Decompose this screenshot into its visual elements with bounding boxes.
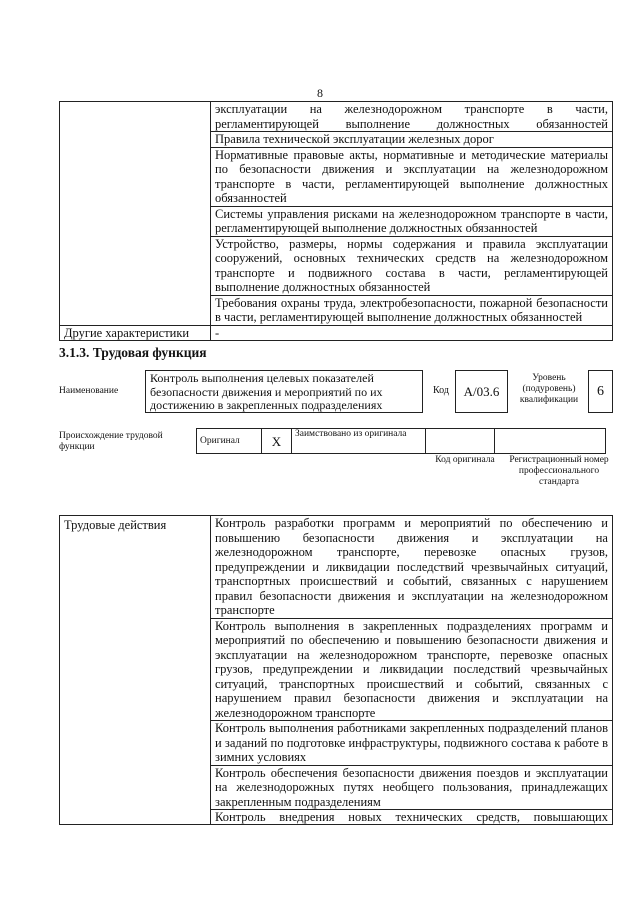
original-mark: X (262, 429, 292, 454)
labor-actions-label: Трудовые действия (60, 516, 211, 825)
table-cell: Правила технической эксплуатации железных дорог (211, 132, 613, 148)
table-cell (211, 810, 613, 825)
table-cell: Устройство, размеры, нормы содержания и правила эксплуатации сооружений, основных технических средств на железнодорожном транспорте и подвижного состава в части, регламентирующей выполнение должностных обязанностей (211, 236, 613, 295)
table-row (60, 102, 613, 132)
labor-actions-table (59, 515, 613, 825)
function-name-box: Контроль выполнения целевых показателей безопасности движения и мероприятий по их достижению в закрепленных подразделениях (145, 370, 423, 413)
other-characteristics-value: - (211, 325, 613, 341)
truncated-cell-text: Контроль внедрения новых технических средств, повышающих (215, 810, 608, 824)
table-cell: эксплуатации на железнодорожном транспорте в части, регламентирующей выполнение должностных обязанностей (211, 102, 613, 132)
code-original-cell (426, 429, 495, 454)
table-cell: Контроль обеспечения безопасности движения поездов и эксплуатации на железнодорожных путях необщего пользования, принадлежащих закрепленным подразделениям (211, 765, 613, 810)
code-label: Код (433, 385, 449, 396)
function-code-box: A/03.6 (455, 370, 508, 413)
knowledge-table (59, 101, 613, 341)
table-cell: Нормативные правовые акты, нормативные и методические материалы по безопасности движения и эксплуатации на железнодорожном транспорте в части, регламентирующей выполнение должностных обязанностей (211, 147, 613, 206)
other-characteristics-label: Другие характеристики (60, 325, 211, 341)
table-cell: Системы управления рисками на железнодорожном транспорте в части, регламентирующей выполнение должностных обязанностей (211, 206, 613, 236)
table-cell: Требования охраны труда, электробезопасности, пожарной безопасности в части, регламентирующей выполнение должностных обязанностей (211, 295, 613, 325)
section-title: 3.1.3. Трудовая функция (59, 345, 207, 360)
table-cell: Контроль разработки программ и мероприятий по обеспечению и повышению безопасности движения и эксплуатации на железнодорожном транспорте, перевозке опасных грузов, предупреждении и ликвидации последствий чрезвычайных ситуаций, транспортных происшествий и событий, связанных с нарушением правил безопасности движения и эксплуатации на железнодорожном транспорте (211, 516, 613, 619)
name-label: Наименование (59, 386, 119, 396)
table-row (60, 516, 613, 619)
borrowed-label: Заимствовано из оригинала (292, 429, 426, 454)
page-number: 8 (317, 86, 323, 100)
origin-table (196, 428, 606, 454)
table-label-cell (60, 102, 211, 326)
table-row (60, 325, 613, 341)
reg-number-cell (495, 429, 606, 454)
table-cell: Контроль выполнения в закрепленных подразделениях программ и мероприятий по обеспечению и повышению безопасности движения и эксплуатации на железнодорожном транспорте, перевозке опасных грузов, предупреждении и ликвидации последствий чрезвычайных ситуаций, транспортных происшествий и событий, связанных с нарушением правил безопасности движения и эксплуатации на железнодорожном транспорте (211, 618, 613, 721)
origin-label: Происхождение трудовой функции (59, 431, 163, 452)
original-label: Оригинал (197, 429, 262, 454)
qualification-level-box: 6 (588, 370, 613, 413)
reg-number-label: Регистрационный номер профессионального стандарта (509, 455, 609, 487)
table-cell: Контроль выполнения работниками закрепленных подразделений планов и заданий по подготовке инфраструктуры, подвижного состава к работе в зимних условиях (211, 721, 613, 766)
code-original-label: Код оригинала (435, 455, 495, 465)
level-label: Уровень (подуровень) квалификации (519, 373, 579, 405)
